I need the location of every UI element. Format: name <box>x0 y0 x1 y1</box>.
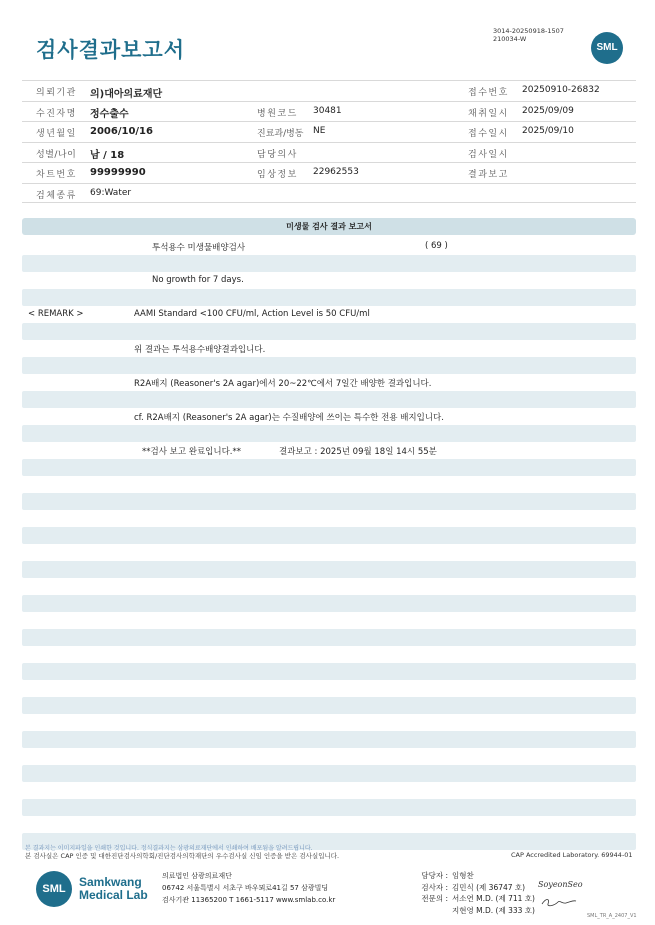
test-name: 투석용수 미생물배양검사 <box>152 243 246 253</box>
cap-accreditation: CAP Accredited Laboratory. 69944-01 <box>511 851 633 859</box>
info-label: 성별/나이 <box>36 149 77 160</box>
info-value: NE <box>313 126 326 136</box>
remark-line: 위 결과는 투석용수배양결과입니다. <box>134 345 266 355</box>
row-stripe <box>22 323 636 340</box>
row-stripe <box>22 561 636 578</box>
staff-role: 검사자 : <box>421 882 448 892</box>
row-stripe <box>22 459 636 476</box>
staff-list <box>410 870 535 916</box>
staff-name: 서소연 M.D. (제 711 호) <box>452 894 535 903</box>
form-id: SML_TR_A_2407_V1 <box>587 913 637 919</box>
report-completed: **검사 보고 완료입니다.** <box>142 447 242 457</box>
staff-role: 담당자 : <box>421 871 448 880</box>
lab-address-block <box>162 870 335 906</box>
info-label: 접수일시 <box>468 129 509 139</box>
staff-row <box>410 905 535 917</box>
staff-name: 지현영 M.D. (제 333 호) <box>452 905 535 915</box>
row-stripe <box>22 731 636 748</box>
patient-info-table <box>22 80 636 203</box>
info-label: 차트번호 <box>36 170 77 180</box>
brand-name <box>79 876 148 902</box>
growth-result: No growth for 7 days. <box>152 275 244 285</box>
info-label: 검체종류 <box>36 190 77 201</box>
row-stripe <box>22 391 636 408</box>
info-label: 임상정보 <box>257 170 298 180</box>
sml-logo: SML <box>591 32 623 64</box>
image-print-notice: 본 결과지는 이미지파일을 인쇄한 것입니다. 정식결과지는 삼광의료재단에서 인쇄하여 배포됨을 알려드립니다. <box>25 845 313 852</box>
row-stripe <box>22 255 636 272</box>
document-id-line1: 3014-20250918-1507 <box>493 27 564 35</box>
brand-line1: Samkwang <box>79 875 142 889</box>
staff-row <box>410 893 535 905</box>
info-row <box>22 101 636 122</box>
contact: 검사기관 11365200 T 1661-5117 www.smlab.co.kr <box>162 896 336 904</box>
remark-line: R2A배지 (Reasoner's 2A agar)에서 20~22℃에서 7일간 배양한 결과입니다. <box>134 379 432 389</box>
info-value: 99999990 <box>90 166 146 178</box>
org-name: 의료법인 삼광의료재단 <box>162 872 232 880</box>
remark-label: < REMARK > <box>28 309 84 319</box>
info-label: 담당의사 <box>257 149 298 160</box>
info-label: 의뢰기관 <box>36 88 77 98</box>
certification-notice: 본 검사실은 CAP 인증 및 대한진단검사의학회/진단검사의학재단의 우수검사실 신임 인증을 받은 검사실입니다. <box>25 852 340 860</box>
brand-line2: Medical Lab <box>79 888 148 902</box>
sml-footer-logo: SML <box>36 871 72 907</box>
info-label: 수진자명 <box>36 108 77 119</box>
info-row <box>22 142 636 163</box>
info-row <box>22 162 636 183</box>
info-label: 진료과/병동 <box>257 129 304 139</box>
document-id <box>493 27 564 43</box>
info-value: 정수출수 <box>90 109 129 120</box>
info-value: 22962553 <box>313 167 359 177</box>
staff-name: 임형찬 <box>452 871 474 880</box>
info-value: 2025/09/10 <box>522 126 574 136</box>
info-label: 검사일시 <box>468 149 509 160</box>
info-row <box>22 183 636 204</box>
address: 06742 서울특별시 서초구 바우뫼로41길 57 삼광빌딩 <box>162 884 329 892</box>
info-label: 생년월일 <box>36 129 77 139</box>
row-stripe <box>22 629 636 646</box>
staff-name: 김민식 (제 36747 호) <box>452 882 526 892</box>
staff-role: 전문의 : <box>421 894 448 903</box>
info-value: 남 / 18 <box>90 150 125 161</box>
info-label: 병원코드 <box>257 108 298 119</box>
row-stripe <box>22 425 636 442</box>
signature-mark-icon <box>540 896 578 908</box>
info-value: 69:Water <box>90 187 132 198</box>
info-value: 2006/10/16 <box>90 125 153 137</box>
row-stripe <box>22 697 636 714</box>
document-id-line2: 210034-W <box>493 35 527 43</box>
info-label: 채취일시 <box>468 108 509 119</box>
staff-row <box>410 870 535 882</box>
report-time: 결과보고 : 2025년 09월 18일 14시 55분 <box>279 447 437 457</box>
info-value: 2025/09/09 <box>522 105 574 116</box>
page-title: 검사결과보고서 <box>36 38 186 62</box>
info-label: 접수번호 <box>468 88 509 98</box>
info-row <box>22 80 636 101</box>
row-stripe <box>22 663 636 680</box>
row-stripe <box>22 289 636 306</box>
info-value: 의)대아의료재단 <box>90 88 163 100</box>
row-stripe <box>22 493 636 510</box>
test-code: ( 69 ) <box>425 241 448 251</box>
info-label: 결과보고 <box>468 170 509 180</box>
info-value: 20250910-26832 <box>522 85 600 95</box>
row-stripe <box>22 765 636 782</box>
results-section <box>22 218 636 457</box>
results-header: 미생물 검사 결과 보고서 <box>22 218 636 235</box>
row-stripe <box>22 527 636 544</box>
remark-line: AAMI Standard <100 CFU/ml, Action Level is 50 CFU/ml <box>134 309 370 319</box>
info-value: 30481 <box>313 105 342 116</box>
signature: SoyeonSeo <box>538 880 583 889</box>
staff-row <box>410 882 535 894</box>
info-row <box>22 121 636 142</box>
row-stripe <box>22 799 636 816</box>
row-stripe <box>22 357 636 374</box>
row-stripe <box>22 595 636 612</box>
remark-line: cf. R2A배지 (Reasoner's 2A agar)는 수질배양에 쓰이는 특수한 전용 배지입니다. <box>134 413 444 423</box>
